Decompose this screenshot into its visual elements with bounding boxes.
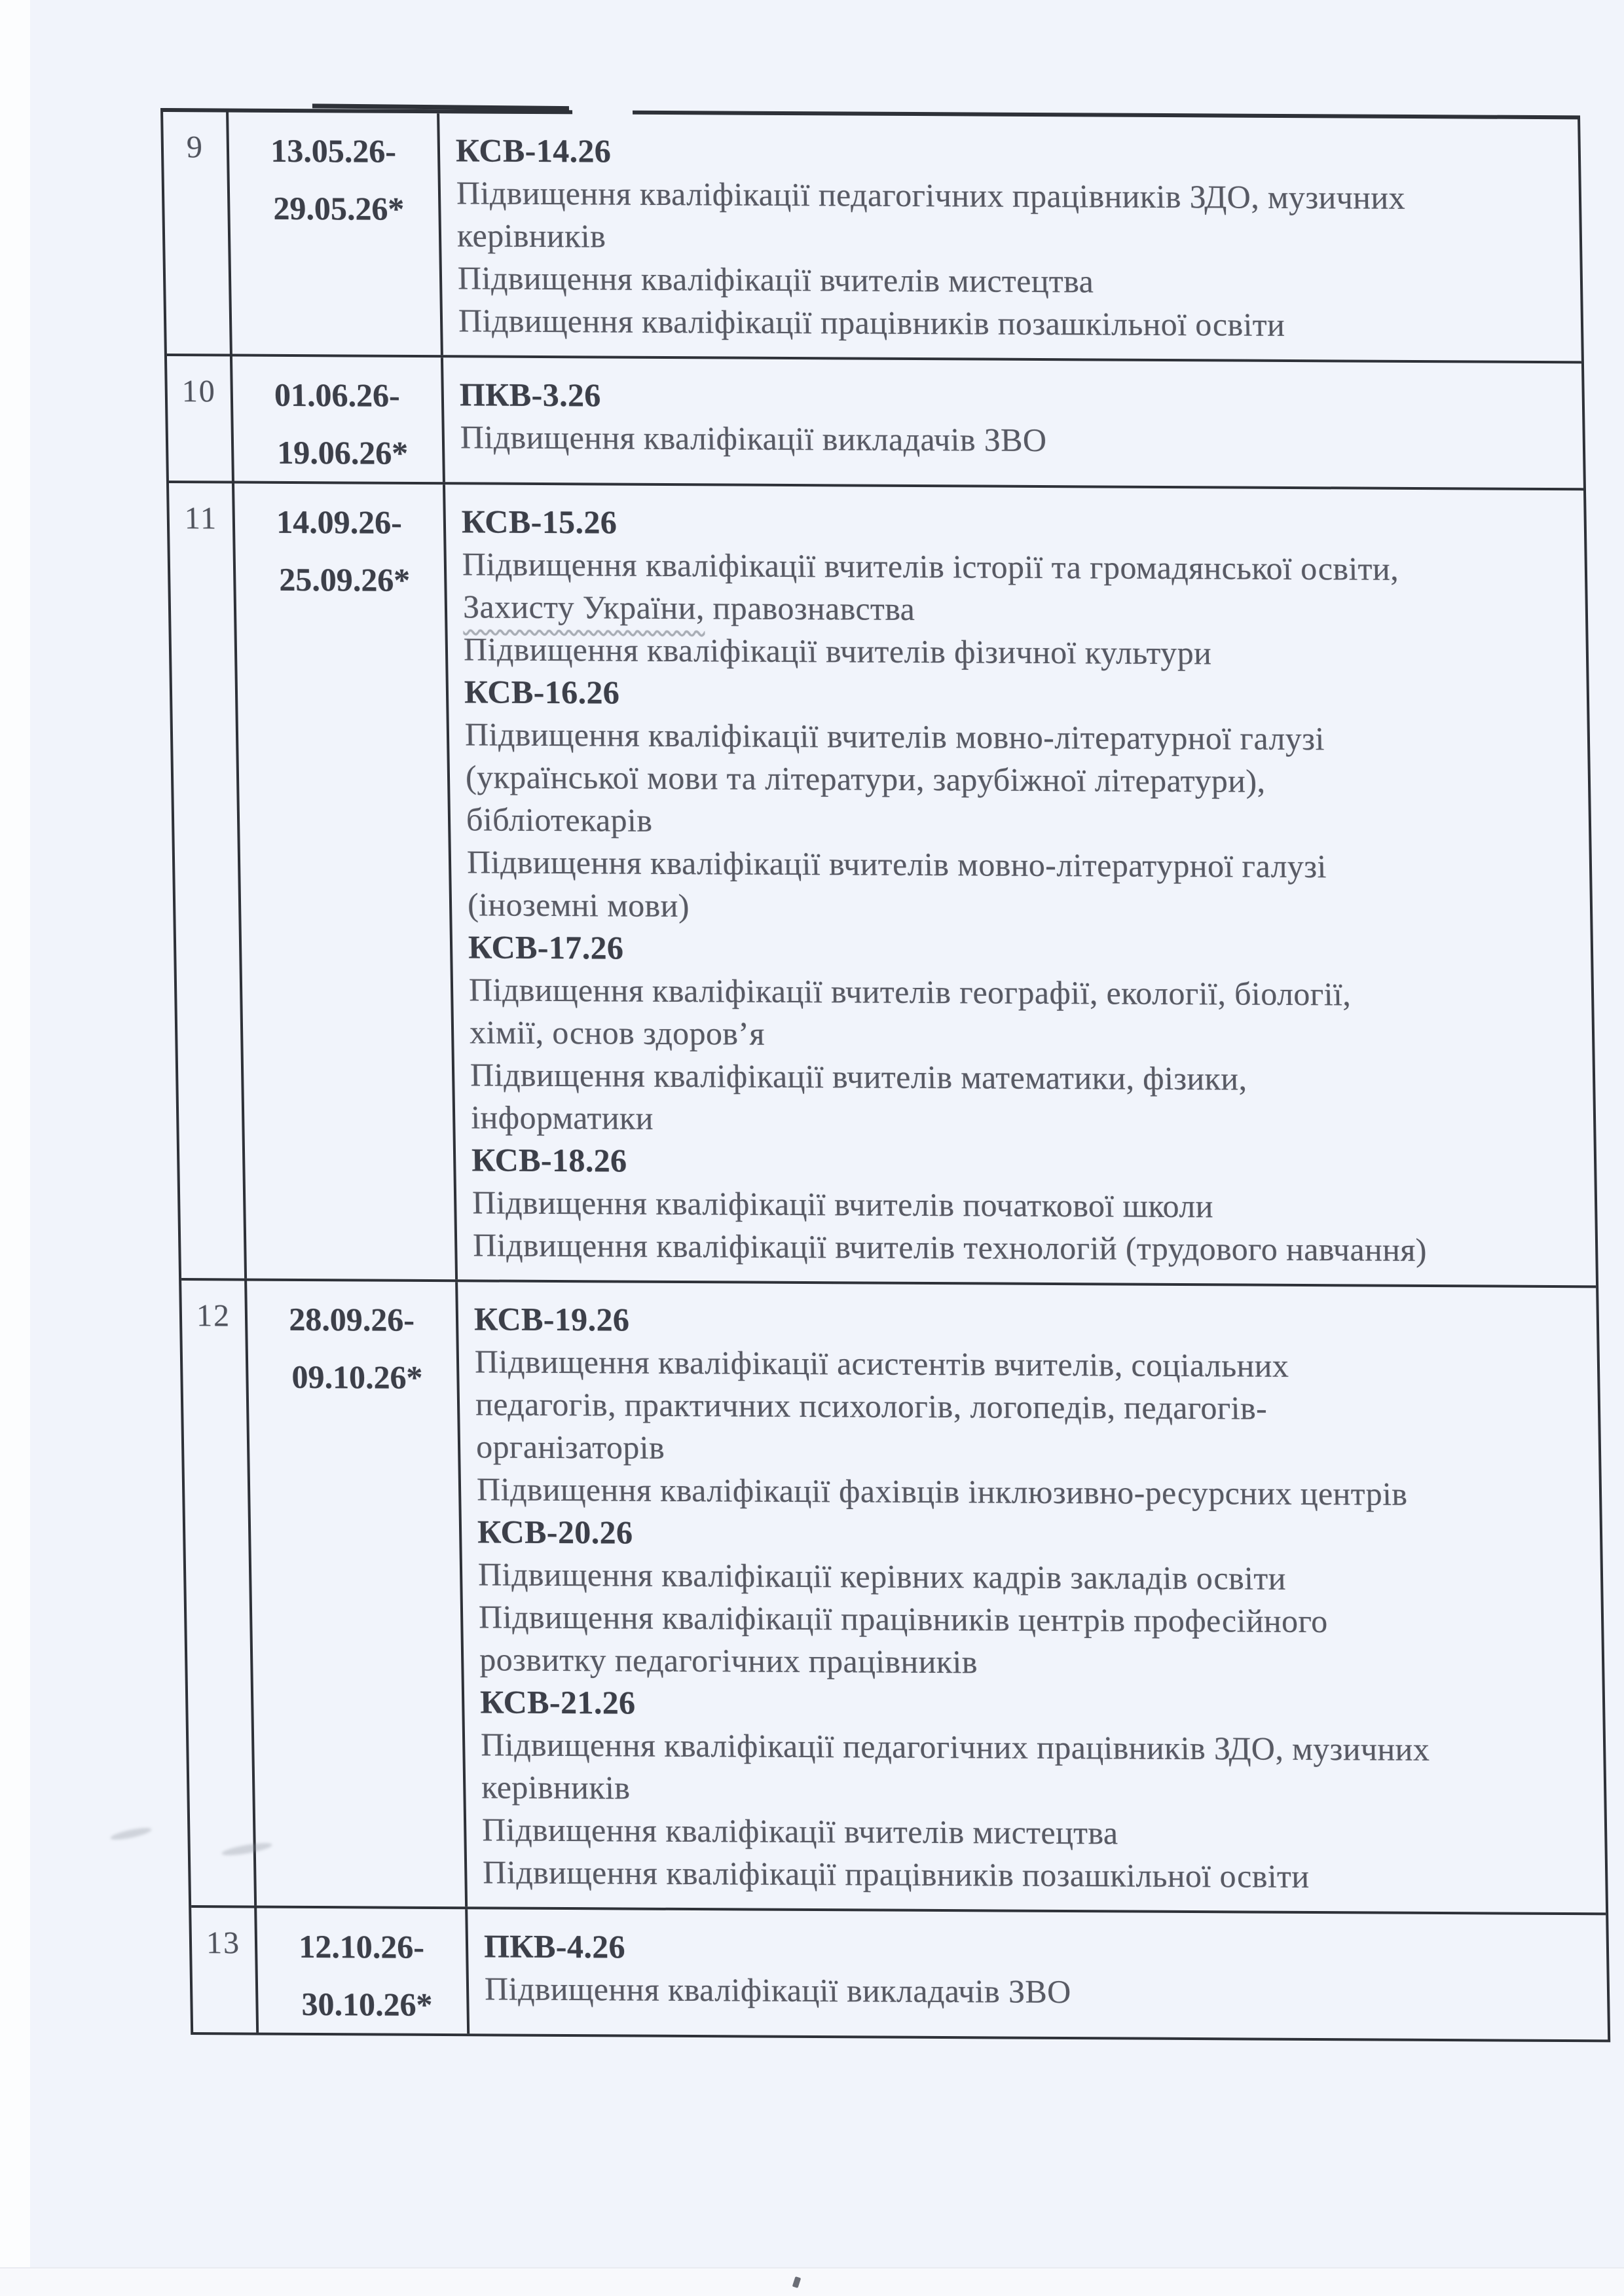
row-number: 11 bbox=[184, 501, 218, 536]
date-start: 28.09.26- bbox=[288, 1300, 415, 1338]
pen-underlined-text: Захисту України, bbox=[462, 588, 705, 627]
program-code: КСВ-18.26 bbox=[471, 1141, 627, 1179]
program-description: Підвищення кваліфікації вчителів початкової школи bbox=[471, 1184, 1214, 1225]
date-range-cell bbox=[234, 484, 458, 1280]
program-code: КСВ-19.26 bbox=[473, 1300, 630, 1338]
program-code: ПКВ-4.26 bbox=[483, 1927, 626, 1965]
date-start: 14.09.26- bbox=[276, 503, 403, 541]
date-range-cell bbox=[232, 357, 445, 483]
row-number-cell bbox=[163, 112, 232, 354]
program-code: КСВ-16.26 bbox=[464, 673, 620, 711]
program-description: Підвищення кваліфікації вчителів мистецтва bbox=[457, 259, 1094, 300]
page-bottom-edge bbox=[0, 2267, 1624, 2296]
program-description: Підвищення кваліфікації вчителів мовно-літературної галузі (іноземні мови) bbox=[466, 843, 1327, 924]
program-description: Підвищення кваліфікації фахівців інклюзивно-ресурсних центрів bbox=[476, 1470, 1408, 1512]
program-description: Підвищення кваліфікації вчителів мистецтва bbox=[481, 1811, 1118, 1851]
date-range-cell bbox=[257, 1908, 470, 2034]
description-text: Підвищення кваліфікації вчителів історії та громадянської освіти, bbox=[462, 545, 1399, 587]
program-description: Підвищення кваліфікації вчителів технологій (трудового навчання) bbox=[472, 1226, 1428, 1268]
programs-cell bbox=[439, 113, 1581, 361]
program-description: Підвищення кваліфікації вчителів мовно-літературної галузі (української мови та літератури, зарубіжної літератури), бібліотекарів bbox=[464, 716, 1325, 839]
program-description: Підвищення кваліфікації викладачів ЗВО bbox=[460, 418, 1047, 459]
date-range-cell bbox=[247, 1281, 468, 1907]
table-row bbox=[163, 112, 1581, 361]
programs-cell bbox=[458, 1282, 1606, 1912]
program-description: Підвищення кваліфікації асистентів вчителів, соціальних педагогів, практичних психологів, логопедів, педагогів- організаторів bbox=[474, 1343, 1289, 1466]
program-description: Підвищення кваліфікації вчителів географії, екології, біології, хімії, основ здоров’я bbox=[468, 971, 1352, 1052]
program-description: Підвищення кваліфікації працівників позашкільної освіти bbox=[482, 1853, 1310, 1895]
program-code: КСВ-14.26 bbox=[455, 132, 612, 170]
program-code: КСВ-15.26 bbox=[461, 503, 618, 541]
programs-cell bbox=[445, 484, 1596, 1285]
table-row bbox=[191, 1905, 1608, 2039]
date-end: 09.10.26* bbox=[291, 1358, 423, 1396]
programs-cell bbox=[468, 1909, 1608, 2039]
program-code: КСВ-17.26 bbox=[468, 928, 624, 966]
row-number: 9 bbox=[186, 130, 204, 165]
row-number-cell bbox=[191, 1908, 259, 2033]
program-description: Підвищення кваліфікації педагогічних працівників ЗДО, музичних керівників bbox=[480, 1726, 1430, 1806]
program-description: Підвищення кваліфікації працівників позашкільної освіти bbox=[458, 302, 1285, 343]
program-description: Підвищення кваліфікації педагогічних працівників ЗДО, музичних керівників bbox=[456, 174, 1406, 255]
row-number: 10 bbox=[181, 374, 217, 409]
program-description: Підвищення кваліфікації працівників центрів професійного розвитку педагогічних працівників bbox=[478, 1598, 1328, 1681]
description-text: правознавства bbox=[704, 589, 915, 627]
date-range-cell bbox=[229, 113, 443, 355]
date-start: 12.10.26- bbox=[298, 1927, 425, 1965]
date-end: 25.09.26* bbox=[278, 560, 411, 598]
row-number: 12 bbox=[196, 1298, 231, 1334]
row-number-cell bbox=[167, 356, 234, 481]
programs-cell bbox=[443, 357, 1583, 488]
date-end: 29.05.26* bbox=[272, 189, 405, 227]
scan-border-artifact bbox=[312, 103, 569, 111]
row-number-cell bbox=[169, 483, 247, 1279]
program-description bbox=[462, 543, 1566, 634]
program-code: КСВ-21.26 bbox=[479, 1683, 636, 1721]
date-end: 19.06.26* bbox=[276, 433, 409, 471]
program-code: ПКВ-3.26 bbox=[459, 376, 602, 414]
pencil-smudge bbox=[109, 1825, 152, 1842]
schedule-table bbox=[160, 108, 1610, 2042]
program-description: Підвищення кваліфікації керівних кадрів закладів освіти bbox=[477, 1556, 1287, 1597]
date-start: 01.06.26- bbox=[274, 376, 401, 414]
program-description: Підвищення кваліфікації вчителів математики, фізики, інформатики bbox=[470, 1056, 1247, 1137]
row-number: 13 bbox=[206, 1925, 241, 1961]
page-left-edge bbox=[0, 0, 30, 2296]
program-description: Підвищення кваліфікації викладачів ЗВО bbox=[484, 1970, 1072, 2011]
program-description: Підвищення кваліфікації вчителів фізичної культури bbox=[463, 630, 1212, 672]
table-row bbox=[169, 481, 1596, 1285]
scan-skew-wrapper bbox=[160, 108, 1610, 2042]
program-code: КСВ-20.26 bbox=[477, 1513, 633, 1551]
date-end: 30.10.26* bbox=[301, 1985, 433, 2023]
date-start: 13.05.26- bbox=[270, 132, 397, 170]
row-number-cell bbox=[181, 1281, 257, 1906]
table-row bbox=[167, 354, 1583, 488]
table-row bbox=[181, 1278, 1606, 1912]
